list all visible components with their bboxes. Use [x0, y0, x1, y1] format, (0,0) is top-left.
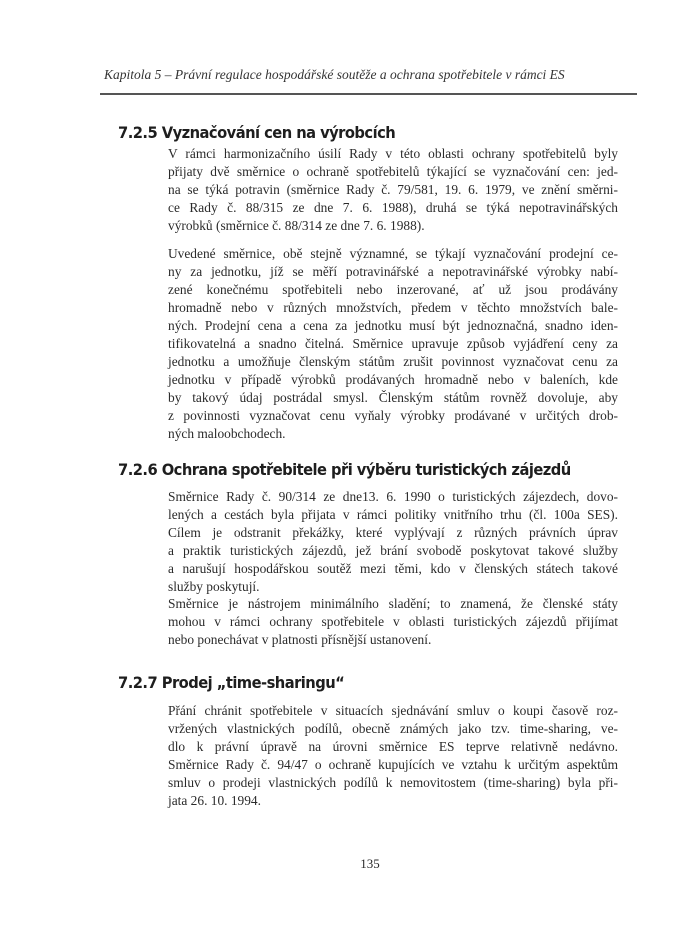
paragraph — [168, 145, 618, 235]
text-line: nebo ponechávat v platnosti přísnější ustanovení. — [168, 632, 432, 647]
section-heading-7-2-7: 7.2.7 Prodej „time-sharingu“ — [118, 673, 345, 692]
text-line: by takový údaj postrádal smysl. Členským státům rovněž dovoluje, aby — [168, 390, 618, 405]
text-line: na se týká potravin (směrnice Rady č. 79/581, 19. 6. 1979, ve znění směrni- — [168, 182, 618, 197]
header-rule — [100, 93, 637, 95]
text-line: Cílem je odstranit překážky, které vyplývají z různých právních úprav — [168, 525, 618, 540]
text-line: vržených vlastnických podílů, obecně známých jako tzv. time-sharing, ve- — [168, 721, 618, 736]
text-line: jednotku v případě výrobků prodávaných hromadně nebo v baleních, kde — [168, 372, 618, 387]
text-line: Směrnice je nástrojem minimálního sladění; to znamená, že členské státy — [168, 596, 618, 611]
page-number: 135 — [360, 856, 380, 871]
text-line: ce Rady č. 88/315 ze dne 7. 6. 1988), druhá se týká nepotravinářských — [168, 200, 618, 215]
text-line: a praktik turistických zájezdů, jež brání svobodě poskytovat takové služby — [168, 543, 618, 558]
paragraph — [168, 245, 618, 443]
text-line: Směrnice Rady č. 94/47 o ochraně kupujících ve vztahu k určitým aspektům — [168, 757, 618, 772]
text-line: výrobků (směrnice č. 88/314 ze dne 7. 6. 1988). — [168, 218, 425, 233]
text-line: V rámci harmonizačního úsilí Rady v této oblasti ochrany spotřebitelů byly — [168, 146, 618, 161]
text-line: jednotku a umožňuje členským státům zrušit povinnost vyznačovat cenu za — [168, 354, 618, 369]
text-line: lených a cestách byla přijata v rámci politiky vnitřního trhu (čl. 100a SES). — [168, 507, 618, 522]
text-line: jata 26. 10. 1994. — [168, 793, 261, 808]
section-heading-7-2-6: 7.2.6 Ochrana spotřebitele při výběru turistických zájezdů — [118, 460, 571, 479]
text-line: Přání chránit spotřebitele v situacích sjednávání smluv o koupi časově roz- — [168, 703, 618, 718]
text-line: ných. Prodejní cena a cena za jednotku musí být jednoznačná, snadno iden- — [168, 318, 618, 333]
text-line: Uvedené směrnice, obě stejně významné, se týkají vyznačování prodejní ce- — [168, 246, 618, 261]
text-line: ných maloobchodech. — [168, 426, 286, 441]
text-line: přijaty dvě směrnice o ochraně spotřebitelů týkající se vyznačování cen: jed- — [168, 164, 618, 179]
paragraph — [168, 595, 618, 649]
text-line: Směrnice Rady č. 90/314 ze dne13. 6. 1990 o turistických zájezdech, dovo- — [168, 489, 618, 504]
text-line: tifikovatelná a snadno čitelná. Směrnice upravuje způsob vyjádření ceny za — [168, 336, 618, 351]
paragraph — [168, 702, 618, 810]
text-line: zené konečnému spotřebiteli nebo inzerované, ať už jsou prodávány — [168, 282, 618, 297]
text-line: ny za jednotku, jíž se měří potravinářské a nepotravinářské výrobky nabí- — [168, 264, 618, 279]
text-line: a narušují hospodářskou soutěž mezi těmi, kdo v členských státech takové — [168, 561, 618, 576]
section-heading-7-2-5: 7.2.5 Vyznačování cen na výrobcích — [118, 123, 396, 142]
paragraph — [168, 488, 618, 596]
text-line: služby poskytují. — [168, 579, 260, 594]
text-line: hromadně nebo v různých množstvích, předem v těchto množstvích bale- — [168, 300, 618, 315]
text-line: smluv o prodeji vlastnických podílů k nemovitostem (time-sharing) byla při- — [168, 775, 618, 790]
running-head: Kapitola 5 – Právní regulace hospodářské soutěže a ochrana spotřebitele v rámci ES — [104, 67, 565, 82]
text-line: z povinnosti vyznačovat cenu vyňaly výrobky prodávané v určitých drob- — [168, 408, 618, 423]
text-line: dlo k právní úpravě na úrovni směrnice ES teprve relativně nedávno. — [168, 739, 618, 754]
text-line: mohou v rámci ochrany spotřebitele v oblasti turistických zájezdů přijímat — [168, 614, 618, 629]
